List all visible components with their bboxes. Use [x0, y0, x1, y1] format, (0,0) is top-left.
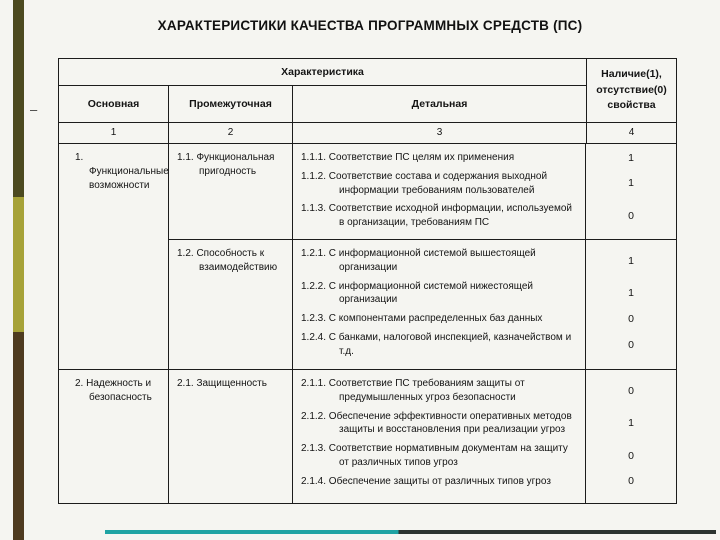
- detail-item: [293, 201, 676, 231]
- detail-items-list: [293, 144, 676, 237]
- detail-items-list: [293, 240, 676, 366]
- detail-item: [293, 246, 676, 276]
- column-number-4: 4: [587, 123, 677, 144]
- column-number-1: 1: [59, 123, 169, 144]
- detail-item: [293, 169, 676, 199]
- detail-item: [293, 330, 676, 360]
- column-number-3: 3: [293, 123, 587, 144]
- presence-value: 0: [628, 312, 634, 325]
- presence-value: 0: [628, 209, 634, 222]
- detail-items-list: [293, 370, 676, 496]
- main-characteristic-reliability: 2. Надежность и безопасность: [59, 370, 169, 504]
- detail-cell-1-1: [293, 144, 677, 240]
- detail-item: [293, 279, 676, 309]
- presence-value: 1: [628, 151, 634, 164]
- detail-item-text: 1.2.3. С компонентами распределенных баз данных: [301, 313, 543, 325]
- margin-dash: –: [30, 102, 38, 117]
- detail-item: [293, 376, 676, 406]
- left-stripe-decoration: [13, 0, 24, 540]
- detail-item-text: 1.1.2. Соответствие состава и содержания выходной информации требованиям пользователей: [301, 170, 548, 196]
- detail-item-text: 1.2.4. С банками, налоговой инспекцией, казначейством и т.д.: [301, 331, 572, 357]
- presence-value: 0: [628, 449, 634, 462]
- detail-item-text: 2.1.2. Обеспечение эффективности оперативных методов защиты и восстановления при реализации угроз: [301, 410, 572, 436]
- main-characteristic-functional: 1. Функциональные возможности: [59, 144, 169, 370]
- intermediate-security: 2.1. Защищенность: [169, 370, 293, 504]
- detail-item-text: 1.2.2. С информационной системой нижестоящей организации: [301, 280, 534, 306]
- presence-value: 1: [628, 177, 634, 190]
- detail-item-text: 2.1.4. Обеспечение защиты от различных типов угроз: [301, 475, 551, 487]
- quality-characteristics-table: [58, 58, 677, 504]
- presence-value: 0: [628, 338, 634, 351]
- presence-value: 0: [628, 475, 634, 488]
- header-main-column: Основная: [59, 86, 169, 123]
- header-characteristic: Характеристика: [59, 59, 587, 86]
- presence-value: 0: [628, 384, 634, 397]
- detail-item: [293, 311, 676, 327]
- detail-item: [293, 441, 676, 471]
- detail-item: [293, 150, 676, 166]
- presence-value: 1: [628, 254, 634, 267]
- detail-item-text: 2.1.1. Соответствие ПС требованиям защиты от предумышленных угроз безопасности: [301, 378, 525, 403]
- column-number-2: 2: [169, 123, 293, 144]
- presence-value: 1: [628, 287, 634, 300]
- detail-item-text: 1.2.1. С информационной системой вышестоящей организации: [301, 248, 536, 273]
- detail-item-text: 2.1.3. Соответствие нормативным документам на защиту от различных типов угроз: [301, 443, 568, 468]
- bottom-accent-bar: [105, 530, 716, 534]
- intermediate-interoperability: 1.2. Способность к взаимодействию: [169, 240, 293, 370]
- detail-item: [293, 474, 676, 490]
- detail-item: [293, 409, 676, 439]
- header-detailed-column: Детальная: [293, 86, 587, 123]
- header-intermediate-column: Промежуточная: [169, 86, 293, 123]
- presence-value: 1: [628, 417, 634, 430]
- detail-cell-2-1: [293, 370, 677, 504]
- header-presence: Наличие(1), отсутствие(0) свойства: [587, 59, 677, 123]
- detail-item-text: 1.1.3. Соответствие исходной информации, используемой в организации, требованиям ПС: [301, 203, 573, 229]
- detail-cell-1-2: [293, 240, 677, 370]
- detail-item-text: 1.1.1. Соответствие ПС целям их применения: [301, 152, 515, 163]
- page-title: ХАРАКТЕРИСТИКИ КАЧЕСТВА ПРОГРАММНЫХ СРЕДСТВ (ПС): [157, 18, 583, 33]
- intermediate-functional-suitability: 1.1. Функциональная пригодность: [169, 144, 293, 240]
